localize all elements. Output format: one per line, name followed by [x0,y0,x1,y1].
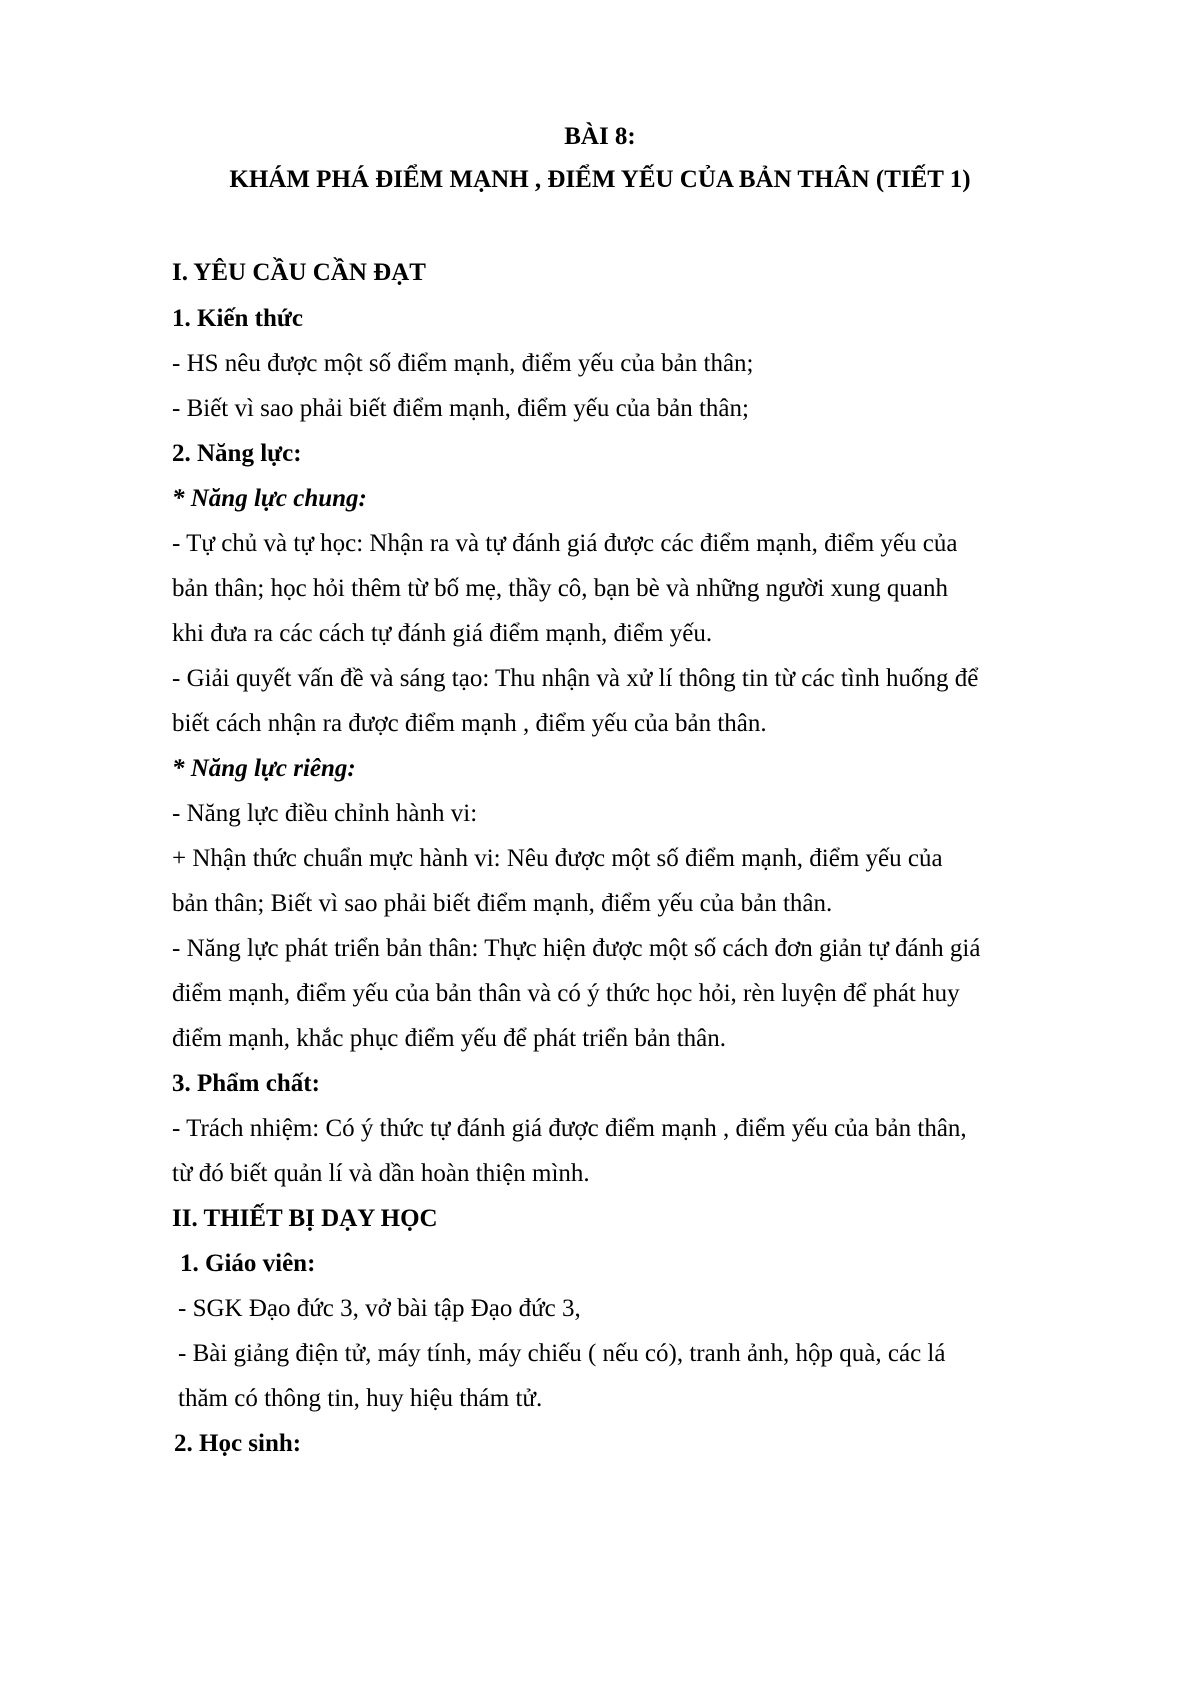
teacher-line: - SGK Đạo đức 3, vở bài tập Đạo đức 3, [178,1295,581,1322]
subheading-students: 2. Học sinh: [174,1430,302,1457]
subheading-qualities: 3. Phẩm chất: [172,1070,320,1097]
section-heading-equipment: II. THIẾT BỊ DẠY HỌC [172,1205,438,1232]
teacher-line: thăm có thông tin, huy hiệu thám tử. [178,1385,543,1412]
specific-competence-line: + Nhận thức chuẩn mực hành vi: Nêu được một số điểm mạnh, điểm yếu của [172,845,943,872]
general-competence-line: bản thân; học hỏi thêm từ bố mẹ, thầy cô, bạn bè và những người xung quanh [172,575,948,602]
general-competence-line: biết cách nhận ra được điểm mạnh , điểm yếu của bản thân. [172,710,767,737]
subheading-teacher: 1. Giáo viên: [180,1250,316,1277]
knowledge-item: - HS nêu được một số điểm mạnh, điểm yếu của bản thân; [172,350,754,377]
specific-competence-line: - Năng lực phát triển bản thân: Thực hiện được một số cách đơn giản tự đánh giá [172,935,981,962]
teacher-line: - Bài giảng điện tử, máy tính, máy chiếu ( nếu có), tranh ảnh, hộp quà, các lá [178,1340,946,1367]
subheading-specific-competence: * Năng lực riêng: [172,755,356,782]
subheading-general-competence: * Năng lực chung: [172,485,367,512]
specific-competence-line: bản thân; Biết vì sao phải biết điểm mạnh, điểm yếu của bản thân. [172,890,833,917]
specific-competence-line: điểm mạnh, khắc phục điểm yếu để phát triển bản thân. [172,1025,726,1052]
qualities-line: - Trách nhiệm: Có ý thức tự đánh giá được điểm mạnh , điểm yếu của bản thân, [172,1115,967,1142]
qualities-line: từ đó biết quản lí và dần hoàn thiện mình. [172,1160,590,1187]
subheading-knowledge: 1. Kiến thức [172,305,303,332]
lesson-title: KHÁM PHÁ ĐIỂM MẠNH , ĐIỂM YẾU CỦA BẢN THÂN (TIẾT 1) [229,166,971,193]
subheading-competence: 2. Năng lực: [172,440,302,467]
general-competence-line: - Tự chủ và tự học: Nhận ra và tự đánh giá được các điểm mạnh, điểm yếu của [172,530,958,557]
specific-competence-line: - Năng lực điều chỉnh hành vi: [172,800,478,827]
lesson-number: BÀI 8: [564,123,636,150]
section-heading-requirements: I. YÊU CẦU CẦN ĐẠT [172,259,426,286]
general-competence-line: khi đưa ra các cách tự đánh giá điểm mạnh, điểm yếu. [172,620,713,647]
knowledge-item: - Biết vì sao phải biết điểm mạnh, điểm yếu của bản thân; [172,395,749,422]
general-competence-line: - Giải quyết vấn đề và sáng tạo: Thu nhận và xử lí thông tin từ các tình huống để [172,665,979,692]
specific-competence-line: điểm mạnh, điểm yếu của bản thân và có ý thức học hỏi, rèn luyện để phát huy [172,980,960,1007]
